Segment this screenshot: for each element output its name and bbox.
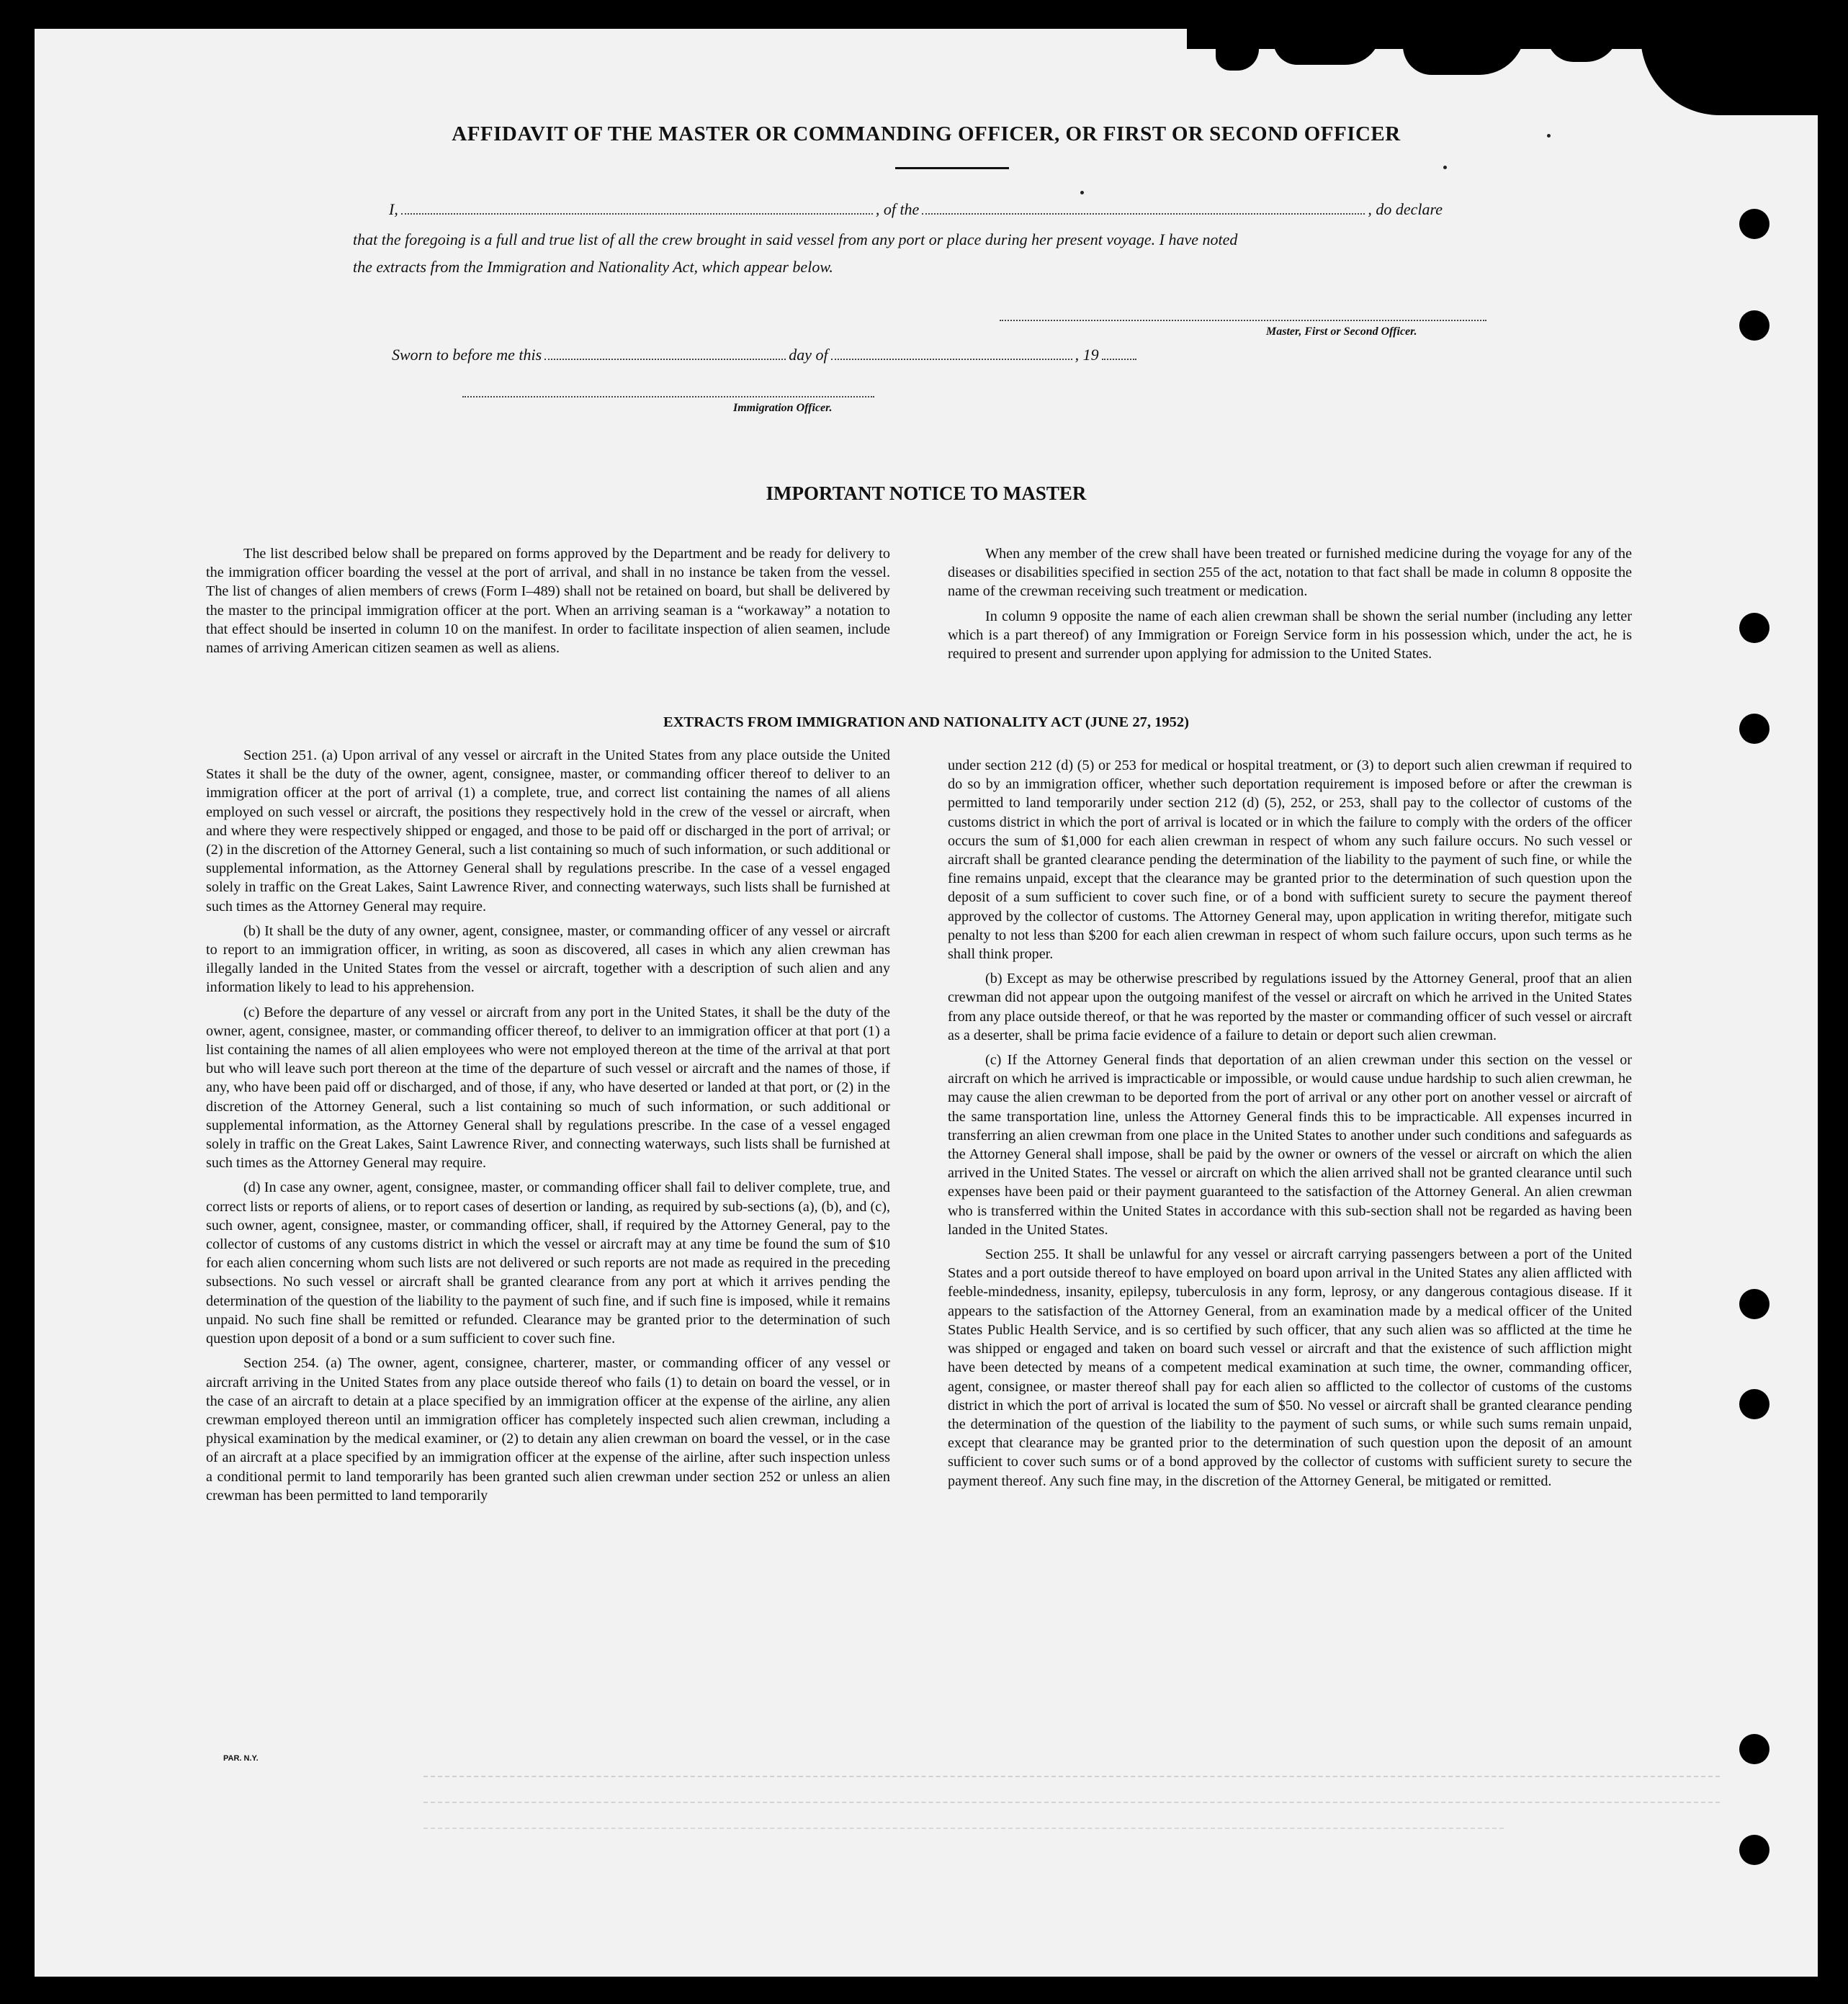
bleed-through	[423, 1776, 1720, 1779]
sworn-month-blank[interactable]	[831, 358, 1072, 360]
notice-paragraph: The list described below shall be prepared on forms approved by the Department and be ready for delivery to the immigration officer boarding the vessel at the port of arrival, and shall in no instance be taken from the vessel. The list of changes of alien members of crews (Form I–489) shall not be retained on board, but shall be delivered by the master to the principal immigration officer at the port. When an arriving seaman is a “workaway” a notation to that effect should be inserted in column 10 on the manifest. In order to facilitate inspection of alien seamen, include names of arriving American citizen seamen as well as aliens.	[206, 546, 890, 657]
punch-hole	[1739, 1389, 1769, 1419]
extracts-title: EXTRACTS FROM IMMIGRATION AND NATIONALITY ACT (JUNE 27, 1952)	[663, 714, 1189, 730]
printer-mark: PAR. N.Y.	[223, 1754, 259, 1763]
speck	[1080, 191, 1084, 194]
officer-signature-caption: Immigration Officer.	[733, 402, 833, 414]
document-page	[35, 29, 1818, 1977]
notice-paragraph: When any member of the crew shall have been treated or furnished medicine during the voyage for any of the diseases or disabilities specified in section 255 of the act, notation to that fact shall be made in column 8 opposite the name of the crewman receiving such treatment or medication.	[948, 546, 1632, 600]
declaration-declare: , do declare	[1368, 200, 1443, 218]
sworn-day-blank[interactable]	[544, 358, 786, 360]
sworn-day-of: day of	[789, 346, 828, 364]
speck	[1443, 166, 1447, 169]
punch-hole	[1739, 310, 1769, 341]
section-paragraph: under section 212 (d) (5) or 253 for medical or hospital treatment, or (3) to deport such alien crewman if required to do so by an immigration officer, whether such deportation requirement is imposed before or after the crewman is permitted to land temporarily under section 212 (d) (5), 252, or 253, shall pay to the collector of customs of the customs district in which the port of arrival is located or in which the failure to comply with the orders of the officer occurs the sum of $1,000 for each alien crewman in respect of whom any such failure occurs. No such vessel or aircraft shall be granted clearance pending the determination of the liability to the payment of such fine, or while the fine remains unpaid, except that the clearance may be granted prior to the determination of such question upon the deposit of a sum sufficient to cover such fine, or of a bond with sufficient surety to secure the payment thereof approved by the collector of customs. The Attorney General may, upon application in writing therefor, mitigate such penalty to not less than $200 for each alien crewman in respect of whom such failure occurs, upon such terms as he shall think proper.	[948, 758, 1632, 963]
sworn-year-prefix: , 19	[1075, 346, 1099, 364]
punch-hole	[1739, 1835, 1769, 1865]
section-paragraph: (d) In case any owner, agent, consignee, master, or commanding officer shall fail to deliver complete, true, and correct lists or reports of aliens, or to report cases of desertion or landing, as required by sub-sections (a), (b), and (c), such owner, agent, consignee, master, or commanding officer, shall, if required by the Attorney General, pay to the collector of customs of any customs district in which the vessel or aircraft may at any time be found the sum of $10 for each alien concerning whom such lists are not delivered or such reports are not made as required in the preceding subsections. No such vessel or aircraft shall be granted clearance from any port at which it arrives pending the determination of the question of the liability to the payment of such fine, and if such fine is imposed, while it remains unpaid. No such fine shall be remitted or refunded. Clearance may be granted prior to the determination of such question upon deposit of a bond or a sum sufficient to cover such fine.	[206, 1180, 890, 1347]
master-signature-line[interactable]	[1000, 320, 1486, 321]
title-rule	[895, 167, 1009, 169]
declaration-of-the: , of the	[875, 200, 920, 218]
declaration-text-line-2: that the foregoing is a full and true list of all the crew brought in said vessel from any port or place during her present voyage. I have noted	[353, 230, 1238, 248]
notice-left-column	[206, 544, 890, 657]
torn-edge	[1641, 29, 1818, 115]
bleed-through	[423, 1802, 1720, 1805]
declaration-text-line-3: the extracts from the Immigration and Nationality Act, which appear below.	[353, 258, 833, 276]
officer-signature-line[interactable]	[462, 396, 874, 397]
name-blank[interactable]	[401, 212, 873, 215]
sworn-year-blank[interactable]	[1102, 358, 1136, 360]
declaration-i: I,	[389, 200, 398, 218]
punch-hole	[1739, 1289, 1769, 1319]
torn-edge	[1273, 29, 1381, 65]
extracts-right-column	[948, 756, 1632, 1491]
notice-title: IMPORTANT NOTICE TO MASTER	[766, 482, 1087, 504]
punch-hole	[1739, 209, 1769, 239]
extracts-left-column	[206, 746, 890, 1505]
section-paragraph: (c) If the Attorney General finds that deportation of an alien crewman under this section on the vessel or aircraft on which he arrived is impracticable or impossible, or would cause undue hardship to such alien crewman, he may cause the alien crewman to be deported from the port of arrival or any other port on another vessel or aircraft of the same transportation line, unless the Attorney General finds this to be impracticable. All expenses incurred in transferring an alien crewman from one place in the United States to another under such conditions and safeguards as the Attorney General shall impose, shall be paid by the owner or owners of the vessel or aircraft on which the alien arrived in the United States. The vessel or aircraft on which the alien arrived shall not be granted clearance until such expenses have been paid or their payment guaranteed to the satisfaction of the Attorney General. An alien crewman who is transferred within the United States in accordance with this sub-section shall not be regarded as having been landed in the United States.	[948, 1052, 1632, 1238]
vessel-blank[interactable]	[922, 212, 1365, 215]
notice-right-column	[948, 544, 1632, 663]
sworn-text: Sworn to before me this	[392, 346, 542, 364]
torn-edge	[1216, 29, 1259, 71]
master-signature-caption: Master, First or Second Officer.	[1266, 325, 1417, 338]
notice-paragraph: In column 9 opposite the name of each alien crewman shall be shown the serial number (including any letter which is a part thereof) of any Immigration or Foreign Service form in his possession which, under the act, he is required to present and surrender upon applying for admission to the United States.	[948, 608, 1632, 662]
affidavit-title: AFFIDAVIT OF THE MASTER OR COMMANDING OFFICER, OR FIRST OR SECOND OFFICER	[452, 122, 1401, 145]
section-paragraph: (b) Except as may be otherwise prescribed by regulations issued by the Attorney General, proof that an alien crewman did not appear upon the outgoing manifest of the vessel or aircraft on which he arrived in the United States from any place outside thereof, or that he was reported by the master or commanding officer of such vessel or aircraft as a deserter, shall be prima facie evidence of a failure to detain or deport such alien crewman.	[948, 971, 1632, 1043]
punch-hole	[1739, 613, 1769, 643]
section-paragraph: (c) Before the departure of any vessel or aircraft from any port in the United States, it shall be the duty of the owner, agent, consignee, master, or commanding officer thereof, to deliver to an immigration officer at that port (1) a list containing the names of all alien employees who were not employed thereon at the time of the arrival at that port but who will leave such port thereon at the time of the departure of such vessel or aircraft and the names of those, if any, who have been paid off or discharged, and of those, if any, who have deserted or landed at that port, or (2) in the discretion of the Attorney General, such a list containing so much of such information, or such additional or supplemental information, as the Attorney General shall by regulations prescribe. In the case of a vessel engaged solely in traffic on the Great Lakes, Saint Lawrence River, and connecting waterways, such lists shall be furnished at such times as the Attorney General may require.	[206, 1004, 890, 1172]
section-paragraph: (b) It shall be the duty of any owner, agent, consignee, master, or commanding officer of any vessel or aircraft to report to an immigration officer, in writing, as soon as discovered, all cases in which any alien crewman has illegally landed in the United States from the vessel or aircraft, together with a description of such alien and any information likely to lead to his apprehension.	[206, 922, 890, 996]
section-paragraph: Section 254. (a) The owner, agent, consignee, charterer, master, or commanding officer of any vessel or aircraft arriving in the United States from any place outside thereof who fails (1) to detain on board the vessel, or in the case of an aircraft to detain at a place specified by an immigration officer at the expense of the airline, any alien crewman employed thereon until an immigration officer has completely inspected such alien crewman, including a physical examination by the medical examiner, or (2) to detain any alien crewman on board the vessel, or in the case of an aircraft at a place specified by an immigration officer at the expense of the airline, after such inspection unless a conditional permit to land temporarily has been granted such alien crewman under section 252 or unless an alien crewman has been permitted to land temporarily	[206, 1355, 890, 1504]
punch-hole	[1739, 1734, 1769, 1764]
torn-edge	[1547, 29, 1619, 62]
declaration-line	[389, 200, 1443, 219]
section-paragraph: Section 255. It shall be unlawful for any vessel or aircraft carrying passengers between a port of the United States and a port outside thereof to have employed on board upon arrival in the United States any alien afflicted with feeble-mindedness, insanity, epilepsy, tuberculosis in any form, leprosy, or any dangerous contagious disease. If it appears to the satisfaction of the Attorney General, from an examination made by a medical officer of the United States Public Health Service, and is so certified by such officer, that any such alien was so afflicted at the time he was shipped or engaged and taken on board such vessel or aircraft and that the existence of such affliction might have been detected by means of a competent medical examination at such time, the owner, commanding officer, agent, consignee, or master thereof shall pay for each alien so afflicted to the collector of customs of the customs district in which the port of arrival is located the sum of $50. No vessel or aircraft shall be granted clearance pending the determination of the question of the liability to the payment of such sums, or while such sums remain unpaid, except that clearance may be granted prior to the determination of such question upon the deposit of an amount sufficient to cover such sums or of a bond approved by the collector of customs with sufficient surety to secure the payment thereof. Any such fine may, in the discretion of the Attorney General, be mitigated or remitted.	[948, 1246, 1632, 1489]
bleed-through	[423, 1828, 1504, 1830]
section-paragraph: Section 251. (a) Upon arrival of any vessel or aircraft in the United States from any place outside the United States it shall be the duty of the owner, agent, consignee, master, or commanding officer thereof to deliver to an immigration officer at the port of arrival (1) a complete, true, and correct list containing the names of all aliens employed on such vessel or aircraft, the positions they respectively hold in the crew of the vessel or aircraft, when and where they were respectively shipped or engaged, and those to be paid off or discharged in the port of arrival; or (2) in the discretion of the Attorney General, such a list containing so much of such information, or such additional or supplemental information, as the Attorney General shall by regulations prescribe. In the case of a vessel engaged solely in traffic on the Great Lakes, Saint Lawrence River, and connecting waterways, such lists shall be furnished at such times as the Attorney General may require.	[206, 747, 890, 915]
torn-edge	[1403, 29, 1525, 75]
sworn-line	[392, 346, 1139, 364]
